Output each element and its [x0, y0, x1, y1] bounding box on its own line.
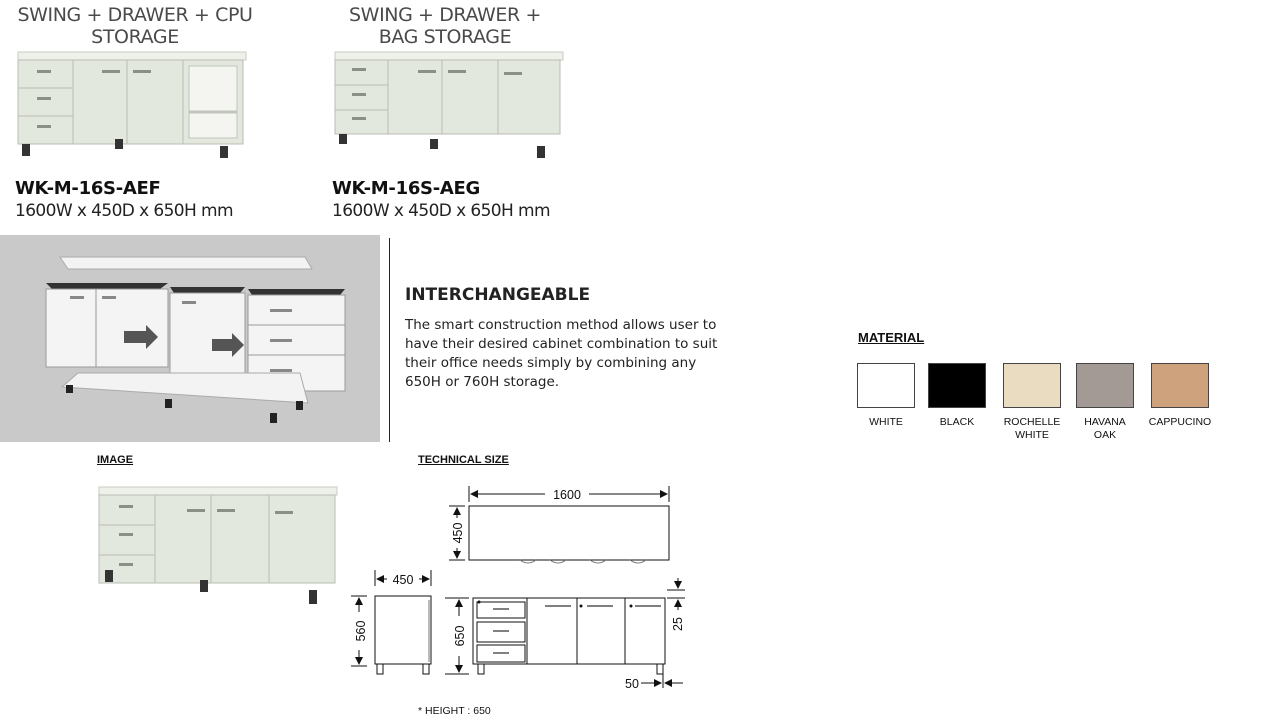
- feature-description: The smart construction method allows user to have their desired cabinet combination to suit their office needs simply by combining any 650H or 760H storage.: [405, 317, 718, 390]
- material-swatch-name: BLACK: [939, 416, 975, 428]
- dim-top-width: 1600: [553, 488, 581, 502]
- dim-leg-offset: 50: [625, 677, 639, 691]
- product-1-size: 1600W x 450D x 650H mm: [15, 201, 233, 221]
- material-swatch-name: CAPPUCINO: [1148, 416, 1212, 428]
- material-swatch-1: [928, 363, 986, 408]
- material-swatch-3: [1076, 363, 1134, 408]
- product-1-image: [15, 50, 250, 165]
- material-swatch-0: [857, 363, 915, 408]
- material-swatch-name: HAVANA OAK: [1084, 416, 1126, 441]
- exploded-assembly-image: [0, 235, 380, 442]
- material-swatch-name: WHITE: [869, 416, 903, 428]
- material-swatch-name: ROCHELLE WHITE: [1003, 416, 1061, 441]
- material-label: MATERIAL: [858, 330, 925, 345]
- product-2-image: [332, 50, 567, 165]
- height-footnote: * HEIGHT : 650: [418, 705, 491, 717]
- product-1-title: SWING + DRAWER + CPU STORAGE: [17, 4, 253, 48]
- dim-side-depth: 450: [392, 573, 414, 587]
- image-section-label: IMAGE: [97, 454, 134, 466]
- product-2-title: SWING + DRAWER + BAG STORAGE: [349, 4, 541, 48]
- cabinet-image: [95, 485, 345, 610]
- product-1-code: WK-M-16S-AEF: [15, 178, 161, 199]
- dim-top-gap: 25: [671, 617, 685, 631]
- dim-side-height: 560: [354, 620, 368, 642]
- material-swatch-2: [1003, 363, 1061, 408]
- feature-heading: INTERCHANGEABLE: [405, 285, 591, 305]
- technical-size-label: TECHNICAL SIZE: [418, 454, 509, 466]
- dim-front-height: 650: [453, 625, 467, 647]
- material-swatch-4: [1151, 363, 1209, 408]
- vertical-divider: [389, 238, 390, 442]
- product-2-code: WK-M-16S-AEG: [332, 178, 480, 199]
- dim-top-depth: 450: [451, 522, 465, 544]
- material-swatches: [857, 363, 1227, 448]
- technical-drawing: [345, 478, 695, 700]
- product-2-size: 1600W x 450D x 650H mm: [332, 201, 550, 221]
